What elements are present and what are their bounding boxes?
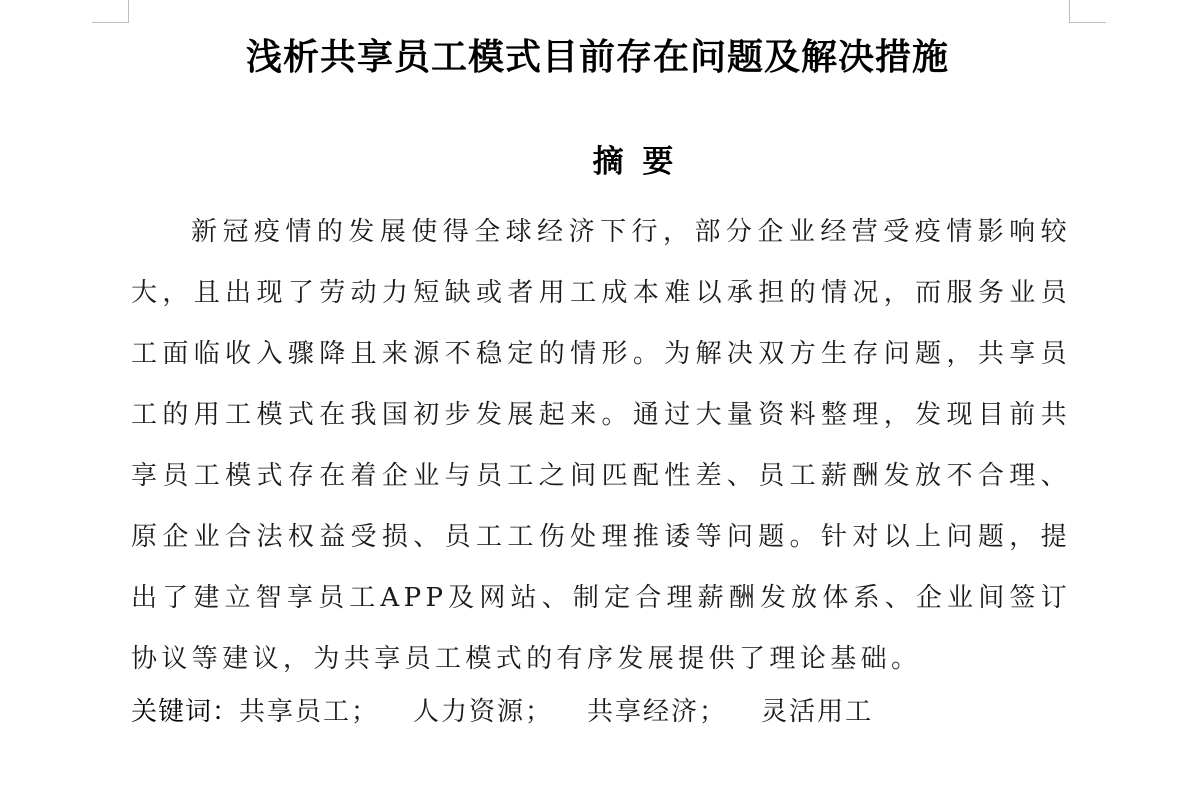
keyword-item: 灵活用工 <box>761 697 874 727</box>
keywords-line <box>131 690 873 734</box>
keyword-item: 人力资源； <box>413 697 554 727</box>
document-title: 浅析共享员工模式目前存在问题及解决措施 <box>245 37 949 78</box>
keyword-item: 共享经济； <box>587 697 728 727</box>
keywords-label: 关键词： <box>131 697 240 727</box>
keyword-item: 共享员工； <box>239 697 380 727</box>
crop-mark-top-left <box>92 0 129 23</box>
crop-mark-top-right <box>1069 0 1106 23</box>
abstract-body: 新冠疫情的发展使得全球经济下行，部分企业经营受疫情影响较大，且出现了劳动力短缺或者用工成本难以承担的情况，而服务业员工面临收入骤降且来源不稳定的情形。为解决双方生存问题，共享员工的用工模式在我国初步发展起来。通过大量资料整理，发现目前共享员工模式存在着企业与员工之间匹配性差、员工薪酬发放不合理、原企业合法权益受损、员工工伤处理推诿等问题。针对以上问题，提出了建立智享员工APP及网站、制定合理薪酬发放体系、企业间签订协议等建议，为共享员工模式的有序发展提供了理论基础。 <box>131 217 1071 674</box>
abstract-heading: 摘 要 <box>592 144 678 180</box>
